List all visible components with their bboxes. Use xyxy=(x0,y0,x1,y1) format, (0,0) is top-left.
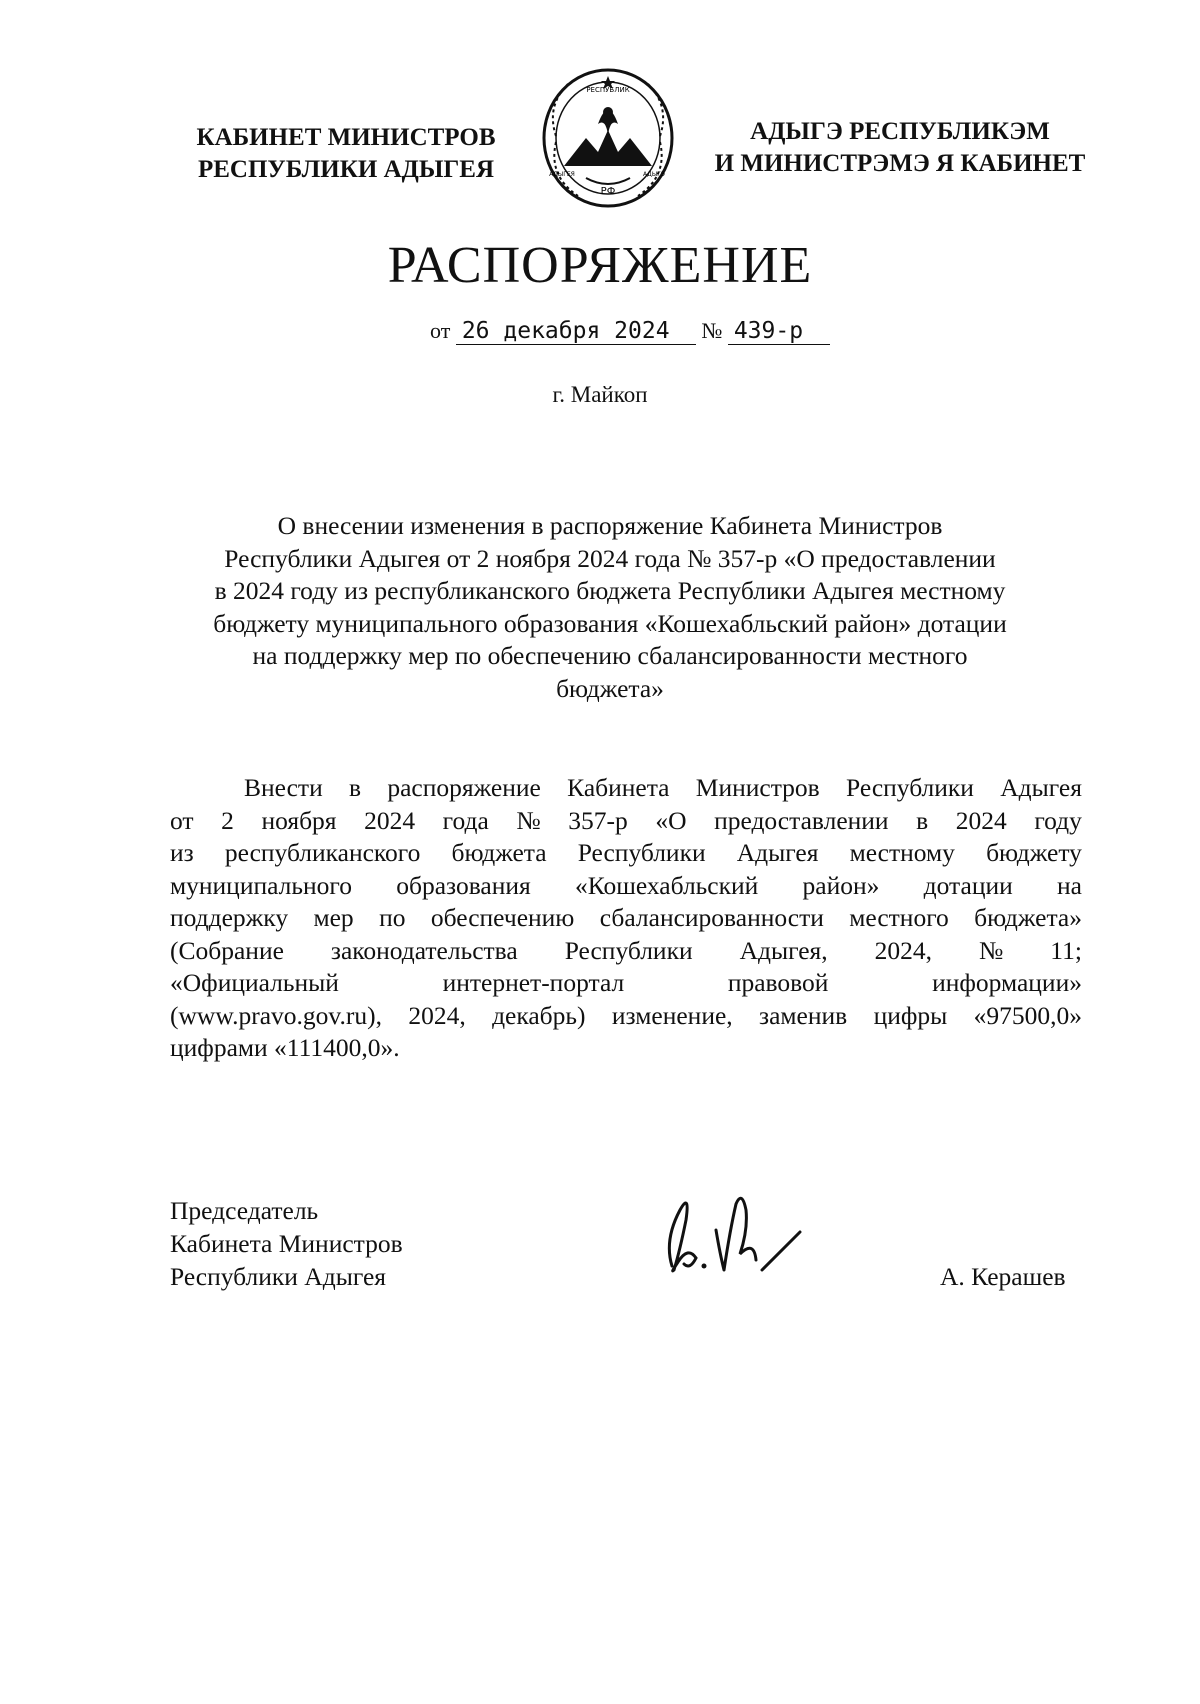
body-line xyxy=(170,935,1082,968)
body-line xyxy=(170,902,1082,935)
emblem-right-text: АДЫГЭ xyxy=(643,171,665,178)
date-number-line xyxy=(430,318,830,345)
body-word: местного xyxy=(849,903,949,932)
body-word: (Собрание xyxy=(170,935,284,965)
emblem-left-text: АДЫГЕЯ xyxy=(549,171,575,178)
subject-line: бюджета» xyxy=(556,673,664,703)
body-word: Кабинета xyxy=(567,773,670,802)
body-word: Министров xyxy=(695,773,820,802)
body-word: 2024 xyxy=(364,805,416,835)
body-word: Адыгея, xyxy=(739,935,828,965)
body-word: «Официальный xyxy=(170,968,339,997)
header-right-line: И МИНИСТРЭМЭ Я КАБИНЕТ xyxy=(714,150,1086,177)
body-word: года xyxy=(442,805,489,835)
body-word: № xyxy=(978,935,1004,965)
body-word: декабрь) xyxy=(492,1000,586,1030)
body-word: обеспечению xyxy=(430,903,575,932)
signatory-position-line: Председатель xyxy=(170,1196,319,1225)
body-word: интернет-портал xyxy=(442,968,625,997)
body-word: (www.pravo.gov.ru), xyxy=(170,1000,382,1030)
body-word: цифрами «111400,0». xyxy=(170,1033,400,1062)
subject-line: О внесении изменения в распоряжение Кабинета Министров xyxy=(277,511,943,540)
signatory-position-line: Кабинета Министров xyxy=(170,1229,403,1258)
body-word: информации» xyxy=(932,968,1082,997)
number-sign: № xyxy=(701,318,723,343)
document-date: 26 декабря 2024 xyxy=(456,318,696,345)
body-word: 2024 xyxy=(955,805,1007,835)
body-paragraph xyxy=(170,772,1082,1065)
body-word: 357-р xyxy=(568,805,628,835)
body-word: заменив xyxy=(759,1000,848,1030)
handwritten-signature xyxy=(650,1170,820,1280)
body-word: предоставлении xyxy=(714,805,889,835)
body-word: на xyxy=(1057,870,1082,900)
body-line xyxy=(170,805,1082,838)
body-word: «Кошехабльский xyxy=(575,870,759,900)
body-word: район» xyxy=(802,870,880,900)
body-line xyxy=(170,967,1082,1000)
document-type-title: РАСПОРЯЖЕНИЕ xyxy=(387,237,813,294)
body-word: году xyxy=(1034,805,1082,835)
body-word: изменение, xyxy=(611,1000,733,1030)
subject-block xyxy=(160,510,1060,705)
header-left-line: РЕСПУБЛИКИ АДЫГЕЯ xyxy=(197,156,495,183)
body-word: мер xyxy=(313,903,354,932)
body-line xyxy=(170,1000,1082,1033)
body-word: № xyxy=(516,805,541,835)
signatory-position-line: Республики Адыгея xyxy=(170,1262,386,1291)
date-prefix: от xyxy=(430,318,451,343)
body-word: муниципального xyxy=(170,870,352,900)
body-word: республиканского xyxy=(224,838,421,867)
subject-line: на поддержку мер по обеспечению сбалансированности местного xyxy=(252,641,968,670)
body-word: из xyxy=(170,838,194,867)
body-word: Республики xyxy=(577,838,706,867)
header-left-line: КАБИНЕТ МИНИСТРОВ xyxy=(196,124,496,151)
body-word: «97500,0» xyxy=(973,1000,1082,1030)
body-word: Адыгея xyxy=(736,838,819,867)
coat-of-arms-icon xyxy=(538,66,678,210)
body-line xyxy=(170,870,1082,903)
body-word: Внести xyxy=(244,773,323,802)
subject-line: Республики Адыгея от 2 ноября 2024 года № 357-р «О предоставлении xyxy=(224,543,996,573)
body-word: 11; xyxy=(1050,935,1082,965)
body-word: 2 xyxy=(221,805,234,835)
body-word: по xyxy=(379,903,406,932)
body-word: сбалансированности xyxy=(599,903,824,932)
body-word: поддержку xyxy=(170,903,289,932)
signatory-position xyxy=(170,1194,403,1293)
subject-line: бюджету муниципального образования «Кошехабльский район» дотации xyxy=(213,608,1007,638)
header-left xyxy=(186,122,506,186)
body-word: дотации xyxy=(923,870,1013,900)
body-word: от xyxy=(170,805,194,835)
body-line xyxy=(170,837,1082,870)
body-word: в xyxy=(349,773,362,802)
body-word: в xyxy=(916,805,929,835)
body-word: распоряжение xyxy=(387,773,541,802)
body-word: образования xyxy=(396,870,531,900)
document-number: 439-р xyxy=(728,318,830,345)
body-word: цифры xyxy=(873,1000,948,1030)
emblem-rf-text: РФ xyxy=(600,186,616,197)
body-line xyxy=(170,1032,1082,1065)
body-word: 2024, xyxy=(874,935,933,965)
signatory-name: А. Керашев xyxy=(940,1262,1066,1291)
body-word: Республики xyxy=(846,773,974,802)
body-word: местному xyxy=(849,838,955,867)
body-word: 2024, xyxy=(408,1000,466,1030)
emblem-top-text: РЕСПУБЛИК xyxy=(586,86,630,94)
body-word: бюджету xyxy=(986,838,1082,867)
header-right xyxy=(700,116,1100,180)
body-word: ноября xyxy=(261,805,337,835)
body-word: правовой xyxy=(727,968,829,997)
body-word: Республики xyxy=(564,935,693,965)
body-word: бюджета» xyxy=(974,903,1082,932)
city-line: г. Майкоп xyxy=(552,382,648,407)
subject-line: в 2024 году из республиканского бюджета Республики Адыгея местному xyxy=(214,576,1006,605)
header-right-line: АДЫГЭ РЕСПУБЛИКЭМ xyxy=(750,118,1050,145)
body-word: бюджета xyxy=(451,838,547,867)
body-line xyxy=(170,772,1082,805)
body-word: законодательства xyxy=(330,935,518,965)
body-word: «О xyxy=(655,805,687,835)
body-word: Адыгея xyxy=(1000,773,1082,802)
